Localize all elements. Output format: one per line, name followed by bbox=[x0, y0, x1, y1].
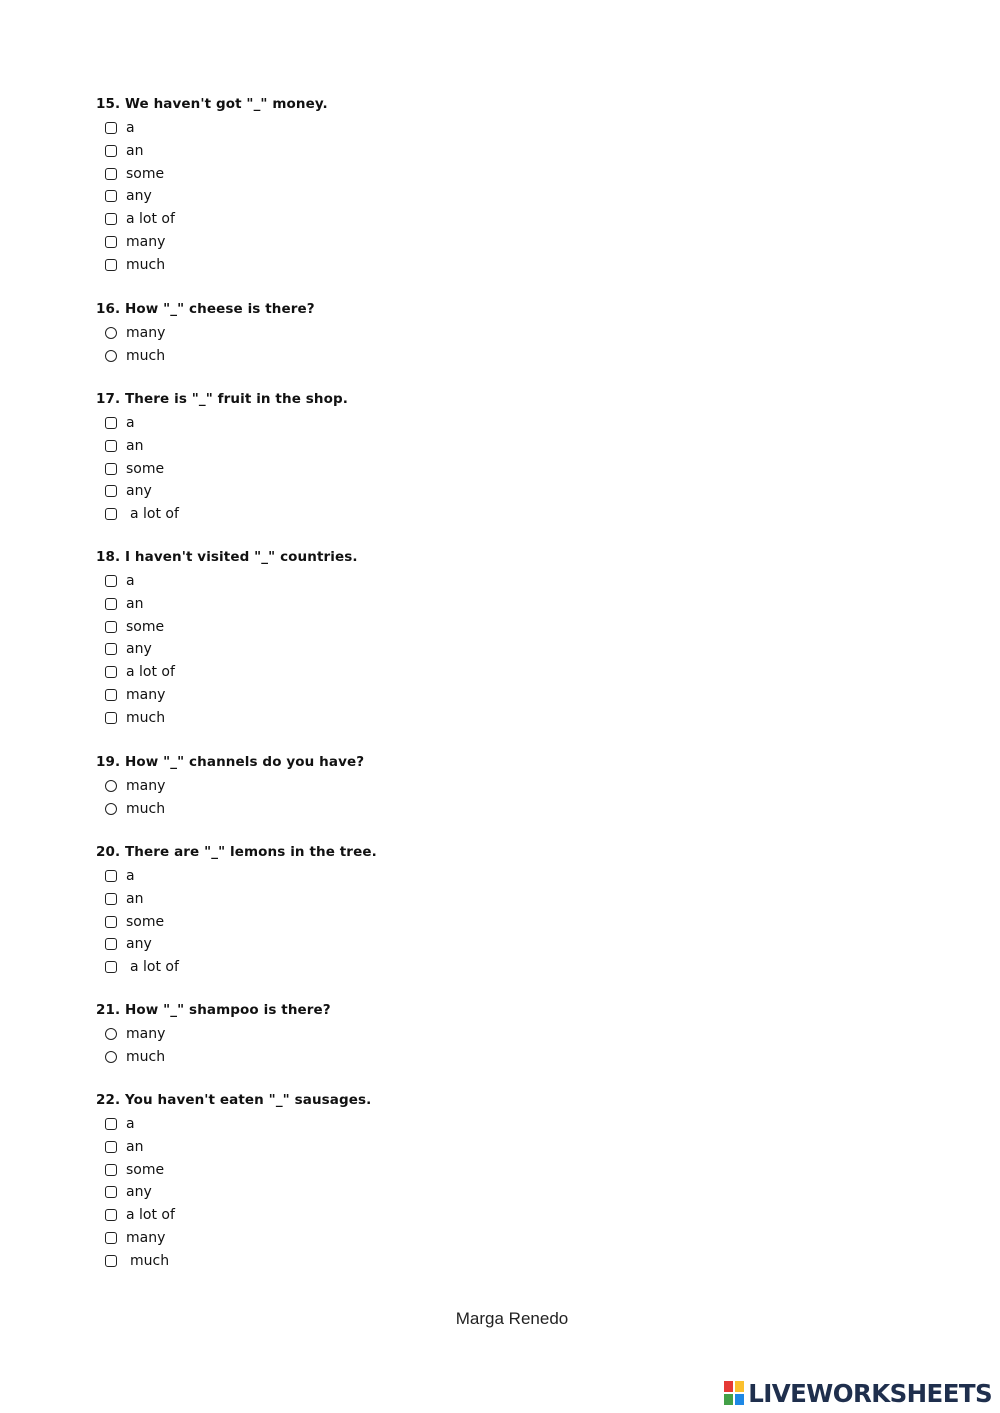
option-many[interactable] bbox=[96, 1023, 696, 1046]
checkbox[interactable] bbox=[105, 712, 117, 724]
radio-button[interactable] bbox=[105, 803, 117, 815]
option-label: many bbox=[126, 1026, 166, 1042]
option-label: a bbox=[126, 120, 135, 136]
checkbox[interactable] bbox=[105, 213, 117, 225]
option-label: many bbox=[126, 233, 166, 250]
option-label: any bbox=[126, 188, 152, 205]
question-title bbox=[96, 841, 696, 863]
option-label: much bbox=[130, 1252, 170, 1269]
radio-button[interactable] bbox=[105, 780, 117, 792]
option-any[interactable] bbox=[96, 933, 696, 956]
option-label: many bbox=[126, 778, 166, 794]
checkbox[interactable] bbox=[105, 508, 117, 520]
option-label: some bbox=[126, 460, 165, 477]
question-title bbox=[96, 999, 696, 1021]
checkbox[interactable] bbox=[105, 1186, 117, 1198]
option-a-lot-of[interactable] bbox=[96, 956, 696, 979]
option-label: some bbox=[126, 1161, 165, 1178]
checkbox[interactable] bbox=[105, 870, 117, 882]
question-number: 20. bbox=[96, 844, 121, 860]
options-list bbox=[96, 570, 696, 730]
options-list bbox=[96, 865, 696, 979]
checkbox[interactable] bbox=[105, 463, 117, 475]
checkbox[interactable] bbox=[105, 666, 117, 678]
question-title bbox=[96, 388, 696, 410]
checkbox[interactable] bbox=[105, 417, 117, 429]
checkbox[interactable] bbox=[105, 1209, 117, 1221]
option-a[interactable] bbox=[96, 865, 696, 888]
question-number: 16. bbox=[96, 301, 121, 317]
question-17 bbox=[96, 388, 696, 526]
question-19 bbox=[96, 751, 696, 821]
option-label: an bbox=[126, 437, 144, 454]
logo-square-blue bbox=[734, 1393, 745, 1406]
option-label: an bbox=[126, 890, 144, 907]
radio-button[interactable] bbox=[105, 327, 117, 339]
option-label: a lot of bbox=[126, 211, 175, 228]
option-a-lot-of[interactable] bbox=[96, 1204, 696, 1227]
options-list bbox=[96, 1023, 696, 1069]
option-label: a lot of bbox=[126, 664, 175, 681]
option-many[interactable] bbox=[96, 322, 696, 345]
question-number: 17. bbox=[96, 391, 121, 407]
option-an[interactable] bbox=[96, 888, 696, 911]
option-a-lot-of[interactable] bbox=[96, 503, 696, 526]
checkbox[interactable] bbox=[105, 236, 117, 248]
option-label: a lot of bbox=[126, 1207, 175, 1224]
logo-square-red bbox=[723, 1380, 734, 1393]
option-some[interactable] bbox=[96, 458, 696, 481]
option-some[interactable] bbox=[96, 616, 696, 639]
checkbox[interactable] bbox=[105, 440, 117, 452]
question-16 bbox=[96, 298, 696, 368]
options-list bbox=[96, 775, 696, 821]
question-title bbox=[96, 751, 696, 773]
options-list bbox=[96, 322, 696, 368]
question-title bbox=[96, 1089, 696, 1111]
option-a[interactable] bbox=[96, 570, 696, 593]
option-label: much bbox=[126, 709, 166, 726]
option-much[interactable] bbox=[96, 1046, 696, 1069]
question-text: I haven't visited "_" countries. bbox=[125, 549, 358, 565]
question-title bbox=[96, 298, 696, 320]
question-text: You haven't eaten "_" sausages. bbox=[125, 1092, 372, 1108]
checkbox[interactable] bbox=[105, 598, 117, 610]
question-text: We haven't got "_" money. bbox=[125, 96, 328, 112]
option-any[interactable] bbox=[96, 480, 696, 503]
checkbox[interactable] bbox=[105, 145, 117, 157]
option-an[interactable] bbox=[96, 1136, 696, 1159]
option-label: a bbox=[126, 868, 135, 884]
option-much[interactable] bbox=[96, 254, 696, 277]
question-15 bbox=[96, 93, 696, 277]
option-label: much bbox=[126, 800, 166, 817]
question-text: How "_" cheese is there? bbox=[125, 301, 315, 317]
question-text: How "_" shampoo is there? bbox=[125, 1002, 331, 1018]
option-many[interactable] bbox=[96, 1227, 696, 1250]
checkbox[interactable] bbox=[105, 621, 117, 633]
checkbox[interactable] bbox=[105, 1255, 117, 1267]
option-some[interactable] bbox=[96, 163, 696, 186]
question-number: 18. bbox=[96, 549, 121, 565]
option-label: a bbox=[126, 415, 135, 431]
option-label: any bbox=[126, 483, 152, 500]
radio-button[interactable] bbox=[105, 1051, 117, 1063]
option-any[interactable] bbox=[96, 1181, 696, 1204]
option-some[interactable] bbox=[96, 911, 696, 934]
option-label: a lot of bbox=[130, 959, 179, 976]
option-label: a lot of bbox=[130, 506, 179, 523]
question-text: There are "_" lemons in the tree. bbox=[125, 844, 377, 860]
option-much[interactable] bbox=[96, 798, 696, 821]
checkbox[interactable] bbox=[105, 1118, 117, 1130]
option-an[interactable] bbox=[96, 593, 696, 616]
question-22 bbox=[96, 1089, 696, 1273]
option-a-lot-of[interactable] bbox=[96, 208, 696, 231]
checkbox[interactable] bbox=[105, 643, 117, 655]
option-a[interactable] bbox=[96, 412, 696, 435]
options-list bbox=[96, 412, 696, 526]
options-list bbox=[96, 117, 696, 277]
checkbox[interactable] bbox=[105, 485, 117, 497]
checkbox[interactable] bbox=[105, 168, 117, 180]
option-label: some bbox=[126, 913, 165, 930]
option-many[interactable] bbox=[96, 775, 696, 798]
liveworksheets-logo-icon bbox=[723, 1380, 745, 1406]
option-label: some bbox=[126, 165, 165, 182]
checkbox[interactable] bbox=[105, 190, 117, 202]
radio-button[interactable] bbox=[105, 350, 117, 362]
option-label: an bbox=[126, 142, 144, 159]
question-number: 21. bbox=[96, 1002, 121, 1018]
checkbox[interactable] bbox=[105, 961, 117, 973]
option-a-lot-of[interactable] bbox=[96, 661, 696, 684]
logo-square-yellow bbox=[734, 1380, 745, 1393]
checkbox[interactable] bbox=[105, 259, 117, 271]
option-label: a bbox=[126, 573, 135, 589]
option-an[interactable] bbox=[96, 435, 696, 458]
question-title bbox=[96, 93, 696, 115]
option-a[interactable] bbox=[96, 1113, 696, 1136]
brand-name: LIVEWORKSHEETS bbox=[748, 1378, 992, 1408]
option-label: much bbox=[126, 256, 166, 273]
question-18 bbox=[96, 546, 696, 730]
option-label: many bbox=[126, 686, 166, 703]
option-a[interactable] bbox=[96, 117, 696, 140]
author-credit: Marga Renedo bbox=[455, 1309, 569, 1328]
liveworksheets-brand[interactable] bbox=[723, 1376, 992, 1410]
option-label: any bbox=[126, 1184, 152, 1201]
checkbox[interactable] bbox=[105, 689, 117, 701]
question-number: 22. bbox=[96, 1092, 121, 1108]
option-many[interactable] bbox=[96, 231, 696, 254]
checkbox[interactable] bbox=[105, 122, 117, 134]
question-number: 15. bbox=[96, 96, 121, 112]
question-title bbox=[96, 546, 696, 568]
radio-button[interactable] bbox=[105, 1028, 117, 1040]
checkbox[interactable] bbox=[105, 893, 117, 905]
option-label: some bbox=[126, 618, 165, 635]
option-some[interactable] bbox=[96, 1159, 696, 1182]
option-any[interactable] bbox=[96, 638, 696, 661]
checkbox[interactable] bbox=[105, 938, 117, 950]
checkbox[interactable] bbox=[105, 575, 117, 587]
option-label: any bbox=[126, 641, 152, 658]
option-many[interactable] bbox=[96, 684, 696, 707]
option-much[interactable] bbox=[96, 345, 696, 368]
options-list bbox=[96, 1113, 696, 1273]
logo-square-green bbox=[723, 1393, 734, 1406]
checkbox[interactable] bbox=[105, 916, 117, 928]
question-text: How "_" channels do you have? bbox=[125, 754, 365, 770]
checkbox[interactable] bbox=[105, 1164, 117, 1176]
option-much[interactable] bbox=[96, 707, 696, 730]
option-label: many bbox=[126, 1229, 166, 1246]
question-20 bbox=[96, 841, 696, 979]
option-label: much bbox=[126, 347, 166, 364]
checkbox[interactable] bbox=[105, 1232, 117, 1244]
option-label: an bbox=[126, 595, 144, 612]
option-any[interactable] bbox=[96, 185, 696, 208]
question-number: 19. bbox=[96, 754, 121, 770]
option-an[interactable] bbox=[96, 140, 696, 163]
option-label: an bbox=[126, 1138, 144, 1155]
option-label: any bbox=[126, 936, 152, 953]
question-text: There is "_" fruit in the shop. bbox=[125, 391, 348, 407]
question-21 bbox=[96, 999, 696, 1069]
option-label: much bbox=[126, 1048, 166, 1065]
checkbox[interactable] bbox=[105, 1141, 117, 1153]
option-label: a bbox=[126, 1116, 135, 1132]
option-label: many bbox=[126, 325, 166, 341]
option-much[interactable] bbox=[96, 1250, 696, 1273]
